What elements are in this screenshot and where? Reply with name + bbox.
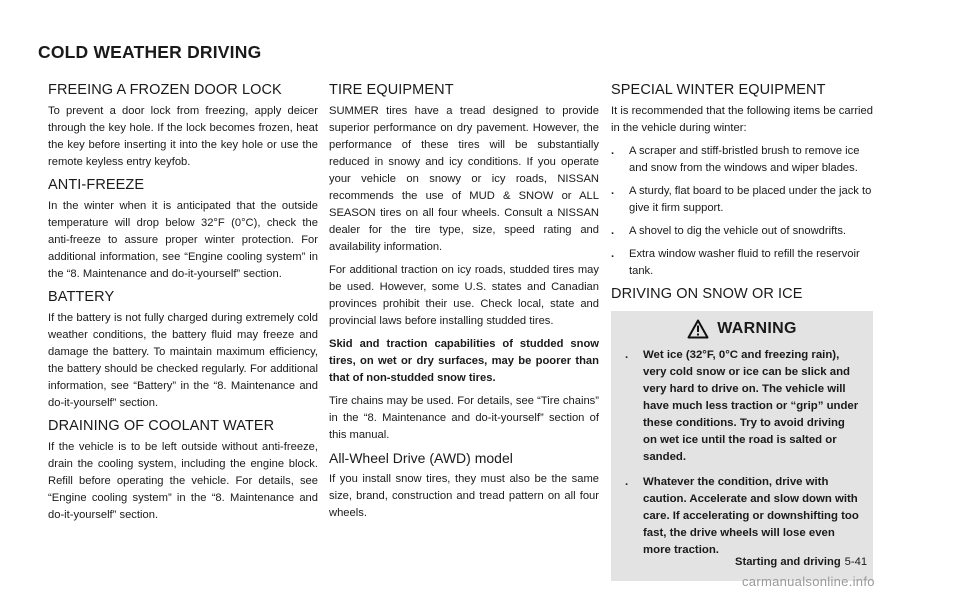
paragraph: In the winter when it is anticipated that the outside temperature will drop below 32°F (0°C), check the anti-freeze to assure proper winter protection. For additional information, see “Engine cooling system” in the “8. Maintenance and do-it-yourself” section.	[48, 200, 318, 280]
section-heading: DRAINING OF COOLANT WATER	[48, 418, 275, 434]
section-anti-freeze	[48, 177, 318, 283]
bullet-mark: .	[611, 225, 615, 237]
section-heading: BATTERY	[48, 289, 115, 305]
section-battery	[48, 289, 318, 412]
section-heading: SPECIAL WINTER EQUIPMENT	[611, 82, 826, 98]
section-heading: TIRE EQUIPMENT	[329, 82, 454, 98]
paragraph: To prevent a door lock from freezing, apply deicer through the key hole. If the lock becomes frozen, heat the key before inserting it into the key hole or use the remote keyless entry keyfob.	[48, 105, 318, 168]
column-middle	[329, 82, 599, 528]
bullet-mark: .	[625, 476, 629, 488]
section-special-winter-equipment	[611, 82, 873, 280]
list-item: . Extra window washer fluid to refill the reservoir tank.	[611, 248, 860, 277]
section-driving-snow-ice	[611, 286, 873, 581]
section-draining-coolant	[48, 418, 318, 524]
warning-triangle-icon	[687, 319, 709, 339]
column-left	[48, 82, 318, 530]
equipment-list	[611, 143, 873, 280]
bold-notice: Skid and traction capabilities of studded snow tires, on wet or dry surfaces, may be poorer than that of non-studded snow tires.	[329, 338, 599, 384]
bullet-mark: .	[611, 185, 615, 197]
paragraph: It is recommended that the following items be carried in the vehicle during winter:	[611, 105, 873, 134]
paragraph: If the vehicle is to be left outside without anti-freeze, drain the cooling system, including the engine block. Refill before operating the vehicle. For details, see “Engine cooling system” in the “8. Maintenance and do-it-yourself” section.	[48, 441, 318, 521]
list-item: . A shovel to dig the vehicle out of snowdrifts.	[611, 223, 873, 240]
page-number: 5-41	[844, 556, 868, 568]
bullet-mark: .	[611, 248, 615, 260]
warning-item: . Whatever the condition, drive with caution. Accelerate and slow down with care. If accelerating or downshifting too fast, the drive wheels will lose even more traction.	[625, 476, 859, 556]
warning-header	[625, 319, 859, 339]
paragraph: If the battery is not fully charged during extremely cold weather conditions, the battery fluid may freeze and damage the battery. To maintain maximum efficiency, the battery should be checked regularly. For additional information, see “Battery” in the “8. Maintenance and do-it-yourself” section.	[48, 312, 318, 409]
page-footer	[735, 556, 867, 568]
bullet-mark: .	[611, 145, 615, 157]
paragraph: SUMMER tires have a tread designed to provide superior performance on dry pavement. However, the performance of these tires will be substantially reduced in snowy and icy conditions. If you operate your vehicle on snowy or icy roads, NISSAN recommends the use of MUD & SNOW or ALL SEASON tires on all four wheels. Consult a NISSAN dealer for the tire type, size, speed rating and availability information.	[329, 105, 599, 253]
paragraph: If you install snow tires, they must also be the same size, brand, construction and tread pattern on all four wheels.	[329, 473, 599, 519]
paragraph: For additional traction on icy roads, studded tires may be used. However, some U.S. states and Canadian provinces prohibit their use. Check local, state and provincial laws before installing studded tires.	[329, 264, 599, 327]
list-item: . A sturdy, flat board to be placed under the jack to give it firm support.	[611, 185, 872, 214]
column-right	[611, 82, 873, 585]
watermark: carmanualsonline.info	[742, 574, 875, 589]
section-heading: FREEING A FROZEN DOOR LOCK	[48, 82, 282, 98]
warning-item: . Wet ice (32°F, 0°C and freezing rain), very cold snow or ice can be slick and very hard to drive on. The vehicle will have much less traction or “grip” under these conditions. Try to avoid driving on wet ice until the road is salted or sanded.	[625, 349, 859, 463]
section-heading: ANTI-FREEZE	[48, 177, 145, 193]
paragraph: Tire chains may be used. For details, see “Tire chains” in the “8. Maintenance and do-it-yourself” section of this manual.	[329, 395, 599, 441]
section-awd-model	[329, 450, 599, 522]
page-title: COLD WEATHER DRIVING	[38, 42, 262, 62]
bullet-mark: .	[625, 349, 629, 361]
warning-list	[625, 347, 859, 559]
warning-title: WARNING	[717, 320, 797, 337]
section-heading: DRIVING ON SNOW OR ICE	[611, 286, 803, 302]
section-frozen-door-lock	[48, 82, 318, 171]
section-tire-equipment	[329, 82, 599, 444]
footer-section-name: Starting and driving	[735, 556, 841, 568]
list-item: . A scraper and stiff-bristled brush to remove ice and snow from the windows and wiper blades.	[611, 145, 860, 174]
subsection-heading: All-Wheel Drive (AWD) model	[329, 450, 513, 466]
warning-box	[611, 311, 873, 581]
